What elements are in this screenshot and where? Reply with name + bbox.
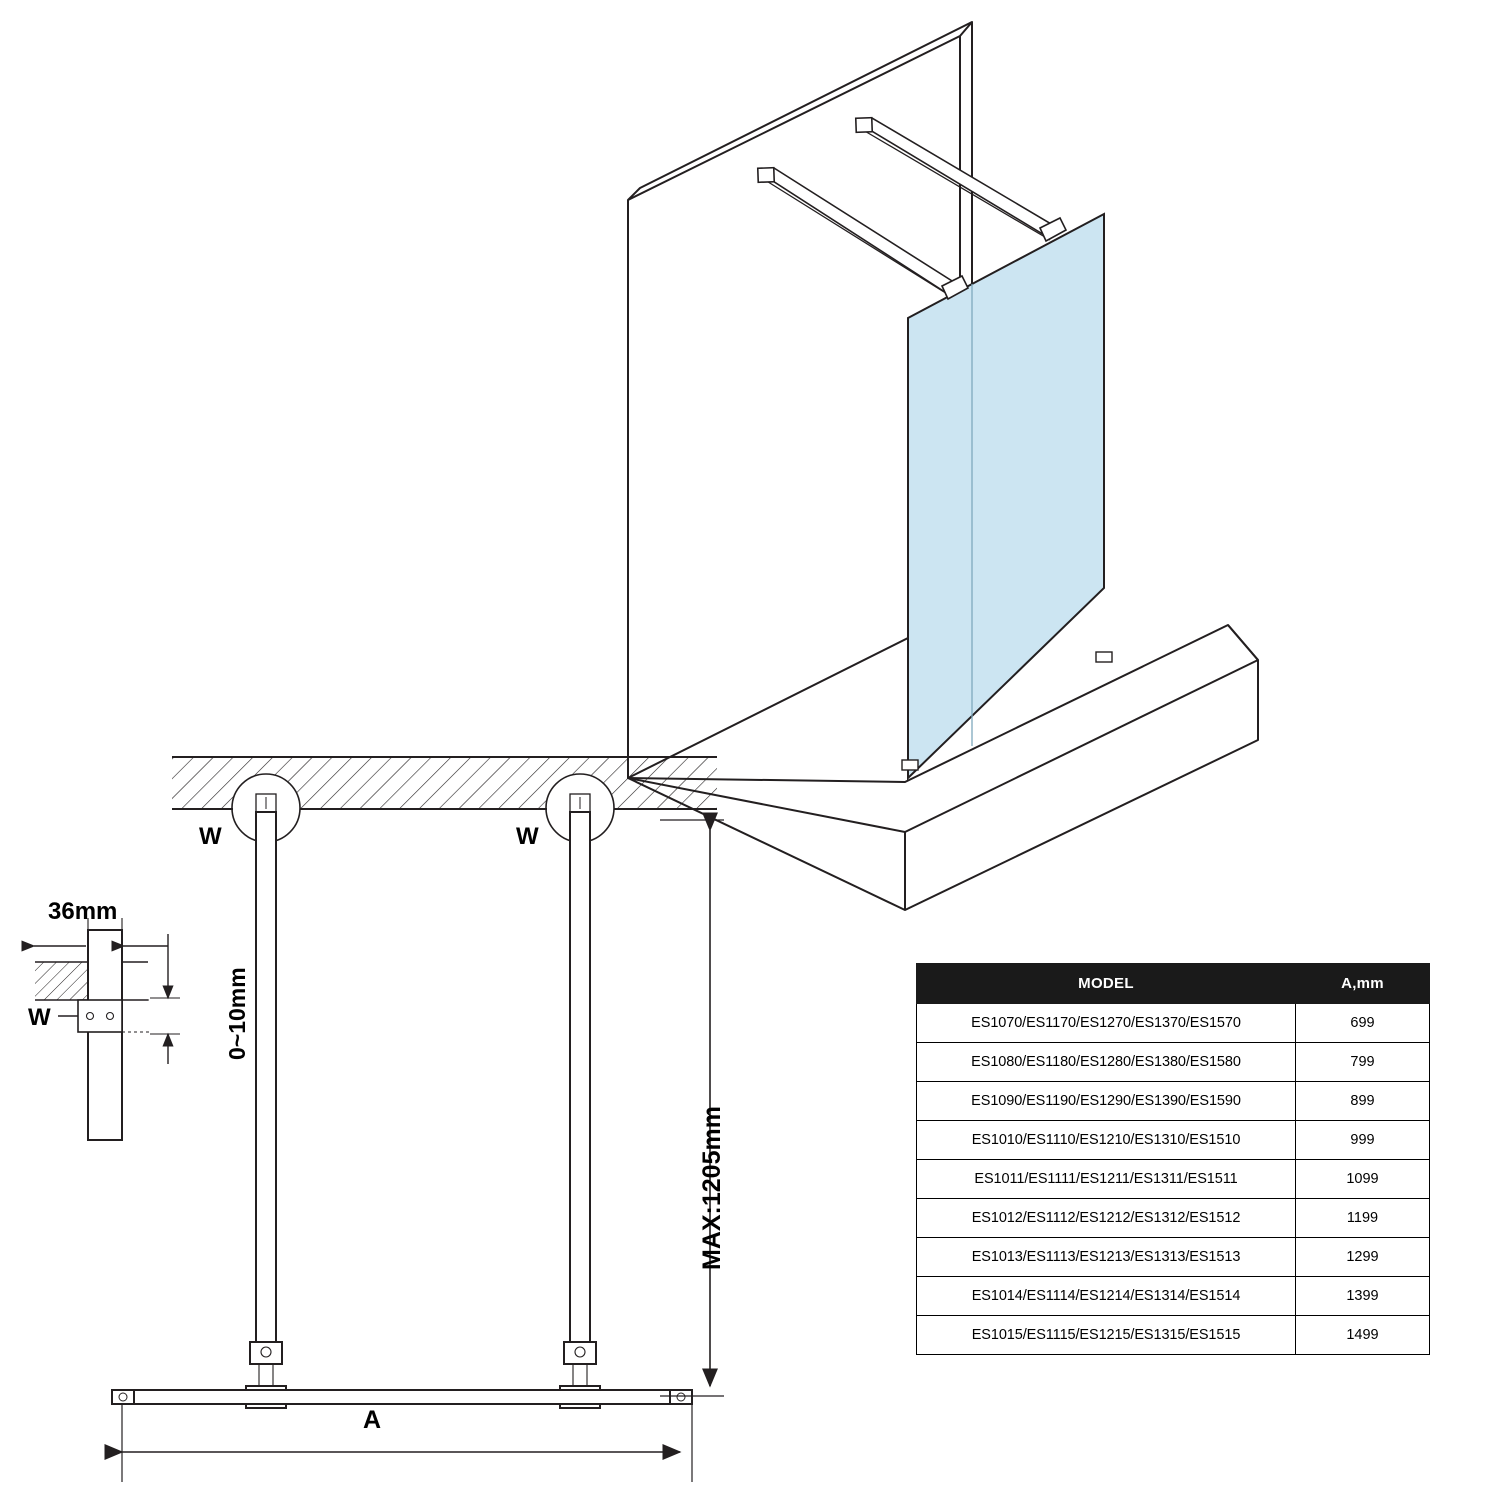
cell-a: 1099 xyxy=(1296,1160,1430,1199)
cell-model: ES1080/ES1180/ES1280/ES1380/ES1580 xyxy=(917,1043,1296,1082)
label-36mm: 36mm xyxy=(48,898,118,925)
cell-model: ES1010/ES1110/ES1210/ES1310/ES1510 xyxy=(917,1121,1296,1160)
header-model: MODEL xyxy=(917,964,1296,1004)
cell-model: ES1070/ES1170/ES1270/ES1370/ES1570 xyxy=(917,1004,1296,1043)
label-dim-a: A xyxy=(363,1406,382,1434)
cell-a: 1399 xyxy=(1296,1277,1430,1316)
table-row xyxy=(917,1082,1430,1121)
header-a-mm: A,mm xyxy=(1296,964,1430,1004)
dimension-0-10mm xyxy=(150,934,180,1064)
post-detail xyxy=(259,1347,587,1386)
table-row xyxy=(917,1121,1430,1160)
cell-a: 1299 xyxy=(1296,1238,1430,1277)
cell-a: 1199 xyxy=(1296,1199,1430,1238)
detail-view-bracket xyxy=(35,930,150,1140)
label-w-top-left: W xyxy=(199,823,222,850)
cell-model: ES1015/ES1115/ES1215/ES1315/ES1515 xyxy=(917,1316,1296,1355)
cell-a: 999 xyxy=(1296,1121,1430,1160)
dimension-a xyxy=(122,1404,692,1482)
table-header-row xyxy=(917,964,1430,1004)
vertical-post xyxy=(246,812,600,1408)
table-row xyxy=(917,1238,1430,1277)
table-row xyxy=(917,1199,1430,1238)
label-w-detail: W xyxy=(28,1004,51,1031)
cell-a: 1499 xyxy=(1296,1316,1430,1355)
cell-model: ES1012/ES1112/ES1212/ES1312/ES1512 xyxy=(917,1199,1296,1238)
table-row xyxy=(917,1160,1430,1199)
cell-model: ES1014/ES1114/ES1214/ES1314/ES1514 xyxy=(917,1277,1296,1316)
label-w-top-right: W xyxy=(516,823,539,850)
cell-a: 899 xyxy=(1296,1082,1430,1121)
table-row xyxy=(917,1004,1430,1043)
cell-model: ES1013/ES1113/ES1213/ES1313/ES1513 xyxy=(917,1238,1296,1277)
table-row xyxy=(917,1043,1430,1082)
glass-edge-bar xyxy=(112,1390,692,1404)
model-spec-table xyxy=(916,963,1430,1355)
table-row xyxy=(917,1316,1430,1355)
cell-a: 799 xyxy=(1296,1043,1430,1082)
table-row xyxy=(917,1277,1430,1316)
label-max-height: MAX:1205mm xyxy=(698,1106,726,1270)
glass-panel-icon xyxy=(908,214,1104,778)
cell-a: 699 xyxy=(1296,1004,1430,1043)
label-gap-range: 0~10mm xyxy=(224,967,250,1060)
cell-model: ES1011/ES1111/ES1211/ES1311/ES1511 xyxy=(917,1160,1296,1199)
cell-model: ES1090/ES1190/ES1290/ES1390/ES1590 xyxy=(917,1082,1296,1121)
